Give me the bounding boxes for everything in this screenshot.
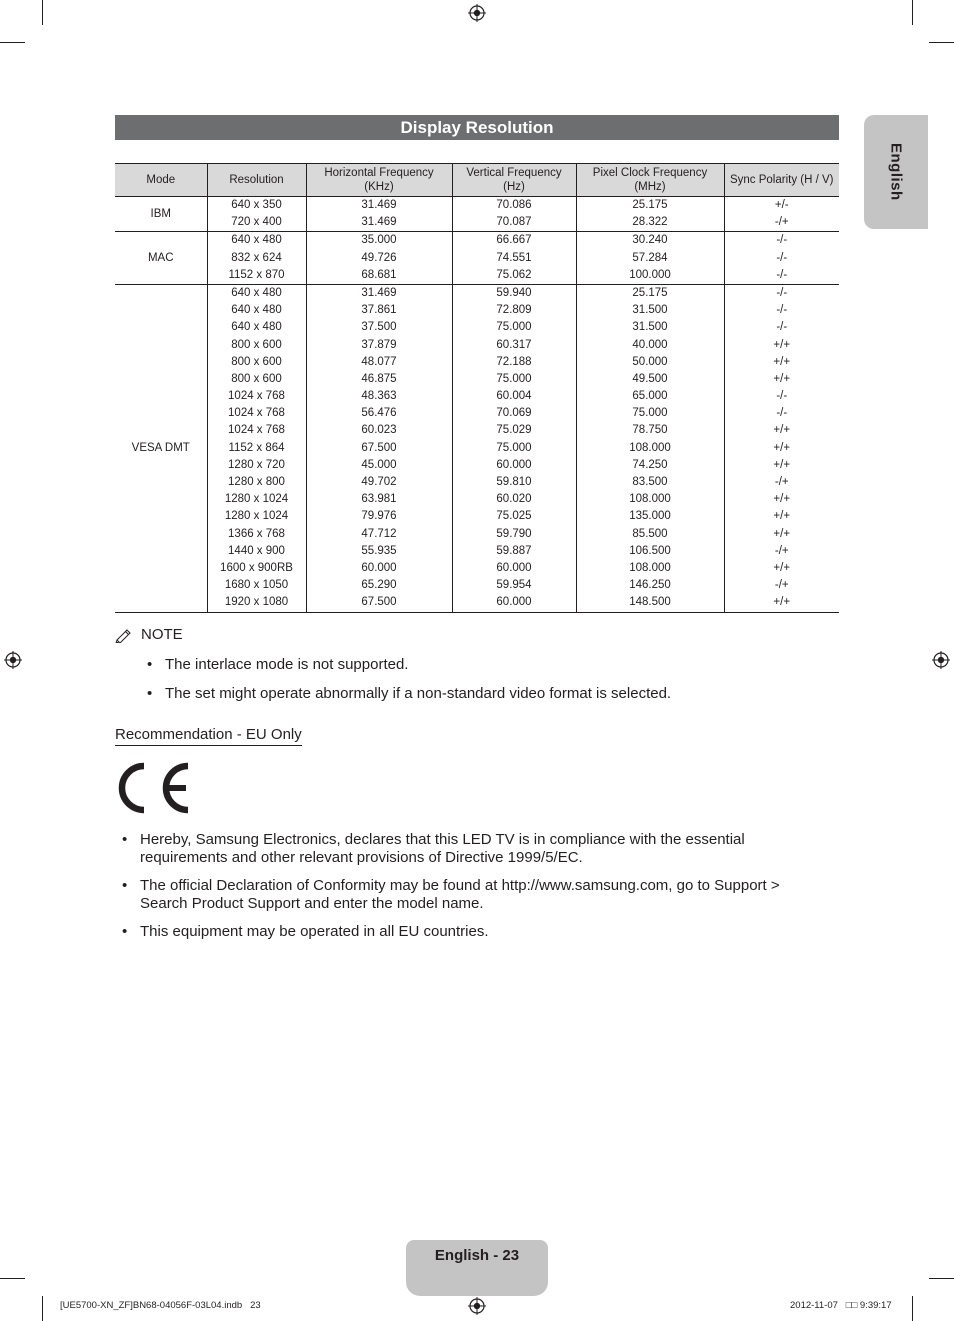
cell-value: 75.062 (496, 268, 532, 281)
crop-mark (42, 0, 43, 25)
cell-value: 75.029 (496, 424, 532, 437)
cell-value: +/+ (773, 561, 791, 574)
cell-value: 74.551 (496, 251, 532, 264)
cell-value: 37.879 (361, 338, 397, 351)
header-horizontal-frequency (306, 164, 452, 197)
bullet-glyph: • (122, 831, 128, 848)
cell-value: 800 x 600 (231, 355, 282, 368)
cell-value: 65.000 (632, 390, 668, 403)
cell-value: 640 x 480 (231, 304, 282, 317)
cell-value: 59.887 (496, 544, 532, 557)
cell-value: 55.935 (361, 544, 397, 557)
cell-value: 640 x 350 (231, 199, 282, 211)
recommendation-item-text: Hereby, Samsung Electronics, declares that this LED TV is in compliance with the essential requirements and other relevant provisions of Directive 1999/5/EC. (140, 831, 745, 866)
cell-value: 60.023 (361, 424, 397, 437)
language-side-tab (864, 115, 928, 229)
page-number-label: English - 23 (434, 1247, 520, 1264)
cell-value: 48.363 (361, 390, 397, 403)
recommendation-item-text: This equipment may be operated in all EU countries. (140, 923, 489, 940)
cell-value: -/- (776, 234, 788, 247)
footer-timestamp: 2012-11-07 □□ 9:39:17 (790, 1300, 892, 1311)
horizontal-frequency-cell (306, 284, 452, 612)
cell-value: 59.810 (496, 476, 532, 488)
cell-value: 28.322 (632, 216, 668, 229)
note-heading-label: NOTE (141, 626, 183, 643)
table-header-row (115, 164, 839, 197)
header-label: Resolution (229, 174, 284, 186)
crop-mark (0, 42, 25, 43)
cell-value: 1024 x 768 (228, 424, 285, 437)
cell-value: -/- (776, 321, 788, 334)
cell-value: 135.000 (629, 510, 671, 523)
crop-mark (912, 0, 913, 25)
header-label: Sync Polarity (H / V) (729, 174, 834, 186)
cell-value: +/+ (773, 596, 791, 609)
horizontal-frequency-cell (306, 197, 452, 232)
mode-cell: IBM (115, 197, 207, 232)
cell-value: 148.500 (629, 596, 671, 609)
cell-value: 1280 x 1024 (224, 493, 289, 506)
cell-value: -/- (776, 251, 788, 264)
cell-value: -/+ (774, 216, 789, 229)
cell-value: -/+ (774, 579, 789, 592)
bullet-glyph: • (122, 877, 128, 894)
cell-value: 59.940 (496, 286, 532, 299)
cell-value: 640 x 480 (231, 321, 282, 334)
cell-value: 48.077 (361, 355, 397, 368)
vertical-frequency-cell (452, 284, 576, 612)
cell-value: 1280 x 720 (228, 458, 285, 471)
page-number-tab (406, 1240, 548, 1296)
registration-mark-icon (4, 651, 22, 669)
pixel-clock-cell (576, 197, 724, 232)
cell-value: 1152 x 870 (228, 268, 285, 281)
cell-value: 35.000 (361, 234, 397, 247)
cell-value: 106.500 (629, 544, 671, 557)
ce-mark-icon (116, 760, 192, 816)
cell-value: 75.000 (496, 372, 532, 385)
crop-mark (0, 1278, 25, 1279)
crop-mark (912, 1296, 913, 1321)
cell-value: +/+ (773, 527, 791, 540)
cell-value: 59.790 (496, 527, 532, 540)
cell-value: 108.000 (629, 441, 671, 454)
cell-value: 25.175 (632, 199, 668, 211)
list-item (122, 877, 820, 913)
sync-polarity-cell (724, 197, 839, 232)
header-vertical-frequency (452, 164, 576, 197)
mode-cell: MAC (115, 232, 207, 285)
cell-value: 75.000 (496, 321, 532, 334)
cell-value: 1366 x 768 (228, 527, 285, 540)
cell-value: 146.250 (629, 579, 671, 592)
note-list (147, 656, 825, 703)
resolution-cell (207, 197, 306, 232)
pixel-clock-cell (576, 284, 724, 612)
table-row (115, 284, 839, 612)
bullet-glyph: • (147, 685, 153, 702)
cell-value: 70.069 (496, 407, 532, 420)
cell-value: 83.500 (632, 476, 668, 488)
recommendation-heading: Recommendation - EU Only (115, 726, 302, 746)
header-label: Vertical Frequency (Hz) (466, 167, 562, 193)
cell-value: 65.290 (361, 579, 397, 592)
cell-value: +/+ (773, 424, 791, 437)
cell-value: 832 x 624 (231, 251, 282, 264)
cell-value: 40.000 (632, 338, 668, 351)
cell-value: 68.681 (361, 268, 397, 281)
display-resolution-table (115, 163, 839, 613)
cell-value: 60.000 (496, 561, 532, 574)
crop-mark (929, 42, 954, 43)
cell-value: +/+ (773, 355, 791, 368)
vertical-frequency-cell (452, 232, 576, 285)
cell-value: 75.000 (496, 441, 532, 454)
cell-value: 85.500 (632, 527, 668, 540)
cell-value: 37.861 (361, 304, 397, 317)
cell-value: 60.020 (496, 493, 532, 506)
sync-polarity-cell (724, 232, 839, 285)
resolution-cell (207, 284, 306, 612)
cell-value: 640 x 480 (231, 286, 282, 299)
cell-value: -/- (776, 407, 788, 420)
cell-value: 30.240 (632, 234, 668, 247)
cell-value: 31.469 (361, 286, 397, 299)
pixel-clock-cell (576, 232, 724, 285)
cell-value: -/- (776, 390, 788, 403)
cell-value: 37.500 (361, 321, 397, 334)
cell-value: +/+ (773, 372, 791, 385)
header-mode (115, 164, 207, 197)
cell-value: 1440 x 900 (228, 544, 285, 557)
cell-value: 720 x 400 (231, 216, 282, 229)
cell-value: +/+ (773, 458, 791, 471)
note-item-text: The interlace mode is not supported. (165, 656, 409, 673)
pencil-note-icon (115, 627, 133, 643)
cell-value: +/+ (773, 441, 791, 454)
cell-value: 59.954 (496, 579, 532, 592)
cell-value: 108.000 (629, 493, 671, 506)
cell-value: 75.000 (632, 407, 668, 420)
bullet-glyph: • (122, 923, 128, 940)
cell-value: +/+ (773, 510, 791, 523)
table-row (115, 197, 839, 232)
note-heading (115, 626, 183, 643)
recommendation-item-text: The official Declaration of Conformity may be found at http://www.samsung.com, go to Support > Search Product Support and enter the model name. (140, 877, 780, 912)
cell-value: 25.175 (632, 286, 668, 299)
cell-value: 1152 x 864 (228, 441, 285, 454)
list-item (147, 685, 825, 703)
cell-value: 78.750 (632, 424, 668, 437)
header-label: Horizontal Frequency (KHz) (324, 167, 434, 193)
header-pixel-clock (576, 164, 724, 197)
cell-value: 1280 x 800 (228, 476, 285, 488)
cell-value: 60.000 (496, 458, 532, 471)
section-title-bar (115, 115, 839, 140)
cell-value: -/+ (774, 476, 789, 488)
cell-value: +/+ (773, 338, 791, 351)
cell-value: 1280 x 1024 (224, 510, 289, 523)
cell-value: 50.000 (632, 355, 668, 368)
table-row (115, 232, 839, 285)
cell-value: 74.250 (632, 458, 668, 471)
cell-value: 800 x 600 (231, 338, 282, 351)
cell-value: 66.667 (496, 234, 532, 247)
cell-value: 1024 x 768 (228, 407, 285, 420)
cell-value: 640 x 480 (231, 234, 282, 247)
cell-value: 1680 x 1050 (224, 579, 289, 592)
cell-value: 60.317 (496, 338, 532, 351)
footer-file-info: [UE5700-XN_ZF]BN68-04056F-03L04.indb 23 (60, 1300, 261, 1311)
cell-value: 75.025 (496, 510, 532, 523)
cell-value: 72.809 (496, 304, 532, 317)
mode-cell: VESA DMT (115, 284, 207, 612)
cell-value: +/- (774, 199, 789, 211)
language-side-tab-label: English (887, 143, 905, 201)
cell-value: -/- (776, 286, 788, 299)
cell-value: 63.981 (361, 493, 397, 506)
section-title: Display Resolution (400, 117, 554, 137)
registration-mark-icon (468, 4, 486, 22)
cell-value: 72.188 (496, 355, 532, 368)
cell-value: 49.500 (632, 372, 668, 385)
cell-value: -/+ (774, 544, 789, 557)
cell-value: 1920 x 1080 (224, 596, 289, 609)
header-sync-polarity (724, 164, 839, 197)
cell-value: 31.469 (361, 199, 397, 211)
horizontal-frequency-cell (306, 232, 452, 285)
cell-value: 70.087 (496, 216, 532, 229)
crop-mark (929, 1278, 954, 1279)
cell-value: 45.000 (361, 458, 397, 471)
header-resolution (207, 164, 306, 197)
cell-value: 67.500 (361, 596, 397, 609)
cell-value: 60.000 (361, 561, 397, 574)
cell-value: 60.000 (496, 596, 532, 609)
resolution-cell (207, 232, 306, 285)
header-label: Mode (146, 174, 176, 186)
cell-value: 100.000 (629, 268, 671, 281)
cell-value: -/- (776, 268, 788, 281)
cell-value: 47.712 (361, 527, 397, 540)
cell-value: 49.726 (361, 251, 397, 264)
cell-value: 46.875 (361, 372, 397, 385)
recommendation-list (122, 831, 820, 941)
cell-value: 108.000 (629, 561, 671, 574)
cell-value: 67.500 (361, 441, 397, 454)
cell-value: -/- (776, 304, 788, 317)
cell-value: 79.976 (361, 510, 397, 523)
cell-value: 60.004 (496, 390, 532, 403)
sync-polarity-cell (724, 284, 839, 612)
list-item (147, 656, 825, 674)
crop-mark (42, 1296, 43, 1321)
cell-value: 1024 x 768 (228, 390, 285, 403)
cell-value: 31.500 (632, 321, 668, 334)
list-item (122, 923, 820, 941)
note-item-text: The set might operate abnormally if a non-standard video format is selected. (165, 685, 672, 702)
cell-value: 31.469 (361, 216, 397, 229)
cell-value: 49.702 (361, 476, 397, 488)
list-item (122, 831, 820, 867)
cell-value: 70.086 (496, 199, 532, 211)
vertical-frequency-cell (452, 197, 576, 232)
registration-mark-icon (932, 651, 950, 669)
cell-value: 800 x 600 (231, 372, 282, 385)
header-label: Pixel Clock Frequency (MHz) (592, 167, 708, 193)
cell-value: +/+ (773, 493, 791, 506)
cell-value: 56.476 (361, 407, 397, 420)
bullet-glyph: • (147, 656, 153, 673)
cell-value: 31.500 (632, 304, 668, 317)
registration-mark-icon (468, 1297, 486, 1315)
cell-value: 57.284 (632, 251, 668, 264)
cell-value: 1600 x 900RB (220, 561, 293, 574)
